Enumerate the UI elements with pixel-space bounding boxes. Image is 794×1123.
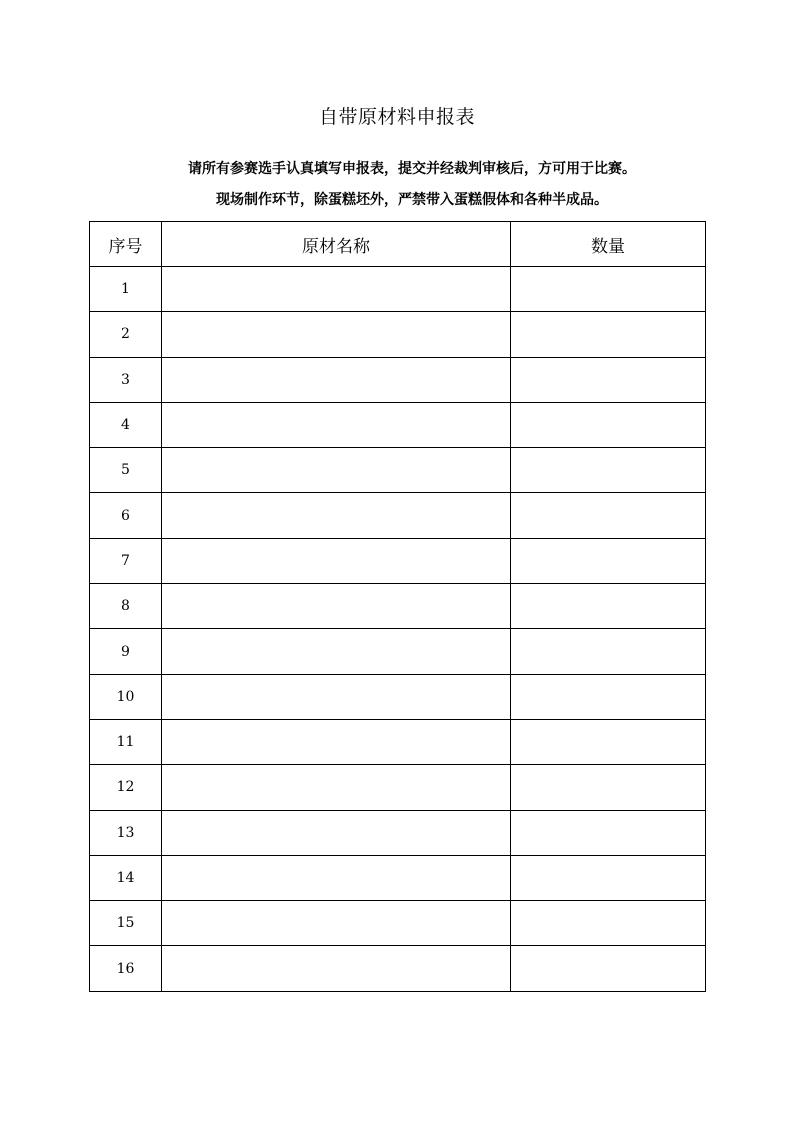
material-name-cell[interactable] — [162, 946, 511, 991]
material-name-cell[interactable] — [162, 674, 511, 719]
quantity-cell[interactable] — [511, 357, 706, 402]
table-row — [90, 901, 706, 946]
table-row — [90, 855, 706, 900]
material-name-cell[interactable] — [162, 855, 511, 900]
serial-number-cell: 11 — [90, 719, 162, 764]
quantity-cell[interactable] — [511, 810, 706, 855]
quantity-cell[interactable] — [511, 267, 706, 312]
quantity-cell[interactable] — [511, 402, 706, 447]
serial-number-cell: 12 — [90, 765, 162, 810]
serial-number-cell: 3 — [90, 357, 162, 402]
serial-number-cell: 10 — [90, 674, 162, 719]
material-name-cell[interactable] — [162, 719, 511, 764]
table-row — [90, 765, 706, 810]
table-row — [90, 357, 706, 402]
quantity-cell[interactable] — [511, 901, 706, 946]
table-row — [90, 448, 706, 493]
material-name-cell[interactable] — [162, 312, 511, 357]
materials-table — [89, 221, 706, 992]
serial-number-cell: 16 — [90, 946, 162, 991]
quantity-cell[interactable] — [511, 719, 706, 764]
material-name-cell[interactable] — [162, 448, 511, 493]
serial-number-cell: 8 — [90, 584, 162, 629]
serial-number-cell: 15 — [90, 901, 162, 946]
table-row — [90, 267, 706, 312]
material-name-cell[interactable] — [162, 901, 511, 946]
quantity-cell[interactable] — [511, 674, 706, 719]
material-name-cell[interactable] — [162, 493, 511, 538]
table-row — [90, 946, 706, 991]
material-name-cell[interactable] — [162, 402, 511, 447]
serial-number-cell: 9 — [90, 629, 162, 674]
quantity-cell[interactable] — [511, 629, 706, 674]
table-row — [90, 810, 706, 855]
table-row — [90, 402, 706, 447]
material-name-cell[interactable] — [162, 267, 511, 312]
material-name-cell[interactable] — [162, 357, 511, 402]
serial-number-cell: 5 — [90, 448, 162, 493]
quantity-cell[interactable] — [511, 584, 706, 629]
material-name-cell[interactable] — [162, 765, 511, 810]
quantity-cell[interactable] — [511, 448, 706, 493]
serial-number-cell: 14 — [90, 855, 162, 900]
table-row — [90, 538, 706, 583]
quantity-cell[interactable] — [511, 855, 706, 900]
quantity-cell[interactable] — [511, 493, 706, 538]
table-row — [90, 312, 706, 357]
serial-number-cell: 6 — [90, 493, 162, 538]
serial-number-cell: 2 — [90, 312, 162, 357]
header-quantity: 数量 — [511, 222, 706, 267]
quantity-cell[interactable] — [511, 538, 706, 583]
material-name-cell[interactable] — [162, 584, 511, 629]
table-header-row — [90, 222, 706, 267]
instruction-line-1: 请所有参赛选手认真填写申报表，提交并经裁判审核后，方可用于比赛。 — [188, 161, 636, 177]
header-material-name: 原材名称 — [162, 222, 511, 267]
table-row — [90, 584, 706, 629]
material-name-cell[interactable] — [162, 538, 511, 583]
quantity-cell[interactable] — [511, 765, 706, 810]
quantity-cell[interactable] — [511, 312, 706, 357]
material-name-cell[interactable] — [162, 810, 511, 855]
table-row — [90, 719, 706, 764]
table-row — [90, 493, 706, 538]
table-row — [90, 629, 706, 674]
serial-number-cell: 13 — [90, 810, 162, 855]
header-serial-number: 序号 — [90, 222, 162, 267]
form-title: 自带原材料申报表 — [318, 106, 475, 128]
instruction-line-2: 现场制作环节，除蛋糕坯外，严禁带入蛋糕假体和各种半成品。 — [216, 192, 608, 208]
quantity-cell[interactable] — [511, 946, 706, 991]
serial-number-cell: 1 — [90, 267, 162, 312]
table-row — [90, 674, 706, 719]
serial-number-cell: 4 — [90, 402, 162, 447]
material-name-cell[interactable] — [162, 629, 511, 674]
serial-number-cell: 7 — [90, 538, 162, 583]
